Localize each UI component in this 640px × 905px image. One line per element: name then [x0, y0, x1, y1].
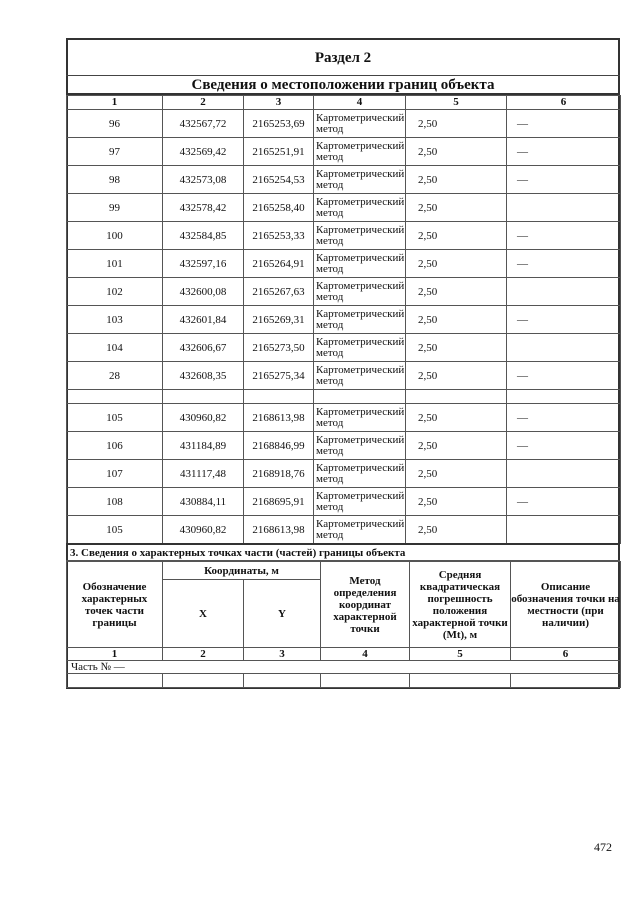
x-coordinate: 432569,42	[163, 138, 244, 166]
part-label: Часть № —	[67, 661, 621, 674]
method: Картометрический метод	[314, 110, 406, 138]
empty-cell	[67, 390, 163, 404]
error-value: 2,50	[406, 166, 507, 194]
error-value: 2,50	[406, 278, 507, 306]
table-row	[67, 222, 621, 250]
empty-cell	[406, 390, 507, 404]
empty-cell	[244, 674, 321, 688]
col-num: 1	[67, 96, 163, 110]
col-num: 6	[507, 96, 621, 110]
method: Картометрический метод	[314, 362, 406, 390]
y-coordinate: 2165253,33	[244, 222, 314, 250]
col-num: 4	[321, 648, 410, 661]
empty-cell	[511, 674, 621, 688]
separator-row	[67, 390, 621, 404]
note	[507, 334, 621, 362]
point-number: 105	[67, 516, 163, 544]
point-number: 97	[67, 138, 163, 166]
y-coordinate: 2165253,69	[244, 110, 314, 138]
table-row	[67, 110, 621, 138]
point-number: 106	[67, 432, 163, 460]
table-row	[67, 516, 621, 544]
table-row	[67, 306, 621, 334]
error-value: 2,50	[406, 194, 507, 222]
header-coordinates: Координаты, м	[163, 562, 321, 580]
x-coordinate: 432584,85	[163, 222, 244, 250]
header-error: Средняя квадратическая погрешность положения характерной точки (Mt), м	[410, 562, 511, 648]
note: —	[507, 362, 621, 390]
method: Картометрический метод	[314, 460, 406, 488]
method: Картометрический метод	[314, 166, 406, 194]
point-number: 101	[67, 250, 163, 278]
empty-cell	[410, 674, 511, 688]
col-num: 2	[163, 648, 244, 661]
x-coordinate: 432601,84	[163, 306, 244, 334]
column-number-row	[67, 96, 621, 110]
point-number: 96	[67, 110, 163, 138]
x-coordinate: 432573,08	[163, 166, 244, 194]
method: Картометрический метод	[314, 222, 406, 250]
y-coordinate: 2165275,34	[244, 362, 314, 390]
x-coordinate: 430884,11	[163, 488, 244, 516]
note	[507, 516, 621, 544]
table-row	[67, 250, 621, 278]
table-row	[67, 278, 621, 306]
note: —	[507, 250, 621, 278]
method: Картометрический метод	[314, 404, 406, 432]
x-coordinate: 430960,82	[163, 404, 244, 432]
header-description: Описание обозначения точки на местности (при наличии)	[511, 562, 621, 648]
method: Картометрический метод	[314, 306, 406, 334]
page-number: 472	[594, 840, 612, 854]
empty-cell	[67, 674, 163, 688]
y-coordinate: 2168613,98	[244, 516, 314, 544]
x-coordinate: 432606,67	[163, 334, 244, 362]
table-row	[67, 334, 621, 362]
table-row	[67, 488, 621, 516]
point-number: 107	[67, 460, 163, 488]
method: Картометрический метод	[314, 194, 406, 222]
point-number: 28	[67, 362, 163, 390]
method: Картометрический метод	[314, 488, 406, 516]
error-value: 2,50	[406, 404, 507, 432]
point-number: 99	[67, 194, 163, 222]
point-number: 103	[67, 306, 163, 334]
y-coordinate: 2165273,50	[244, 334, 314, 362]
note: —	[507, 404, 621, 432]
error-value: 2,50	[406, 110, 507, 138]
point-number: 102	[67, 278, 163, 306]
section-subtitle: Сведения о местоположении границ объекта	[66, 76, 620, 95]
table-row	[67, 460, 621, 488]
x-coordinate: 431117,48	[163, 460, 244, 488]
col-num: 2	[163, 96, 244, 110]
table-row	[67, 404, 621, 432]
x-coordinate: 430960,82	[163, 516, 244, 544]
header-method: Метод определения координат характерной точки	[321, 562, 410, 648]
section-title: Раздел 2	[66, 40, 620, 76]
x-coordinate: 432567,72	[163, 110, 244, 138]
y-coordinate: 2168695,91	[244, 488, 314, 516]
point-number: 108	[67, 488, 163, 516]
header-x: X	[163, 580, 244, 648]
x-coordinate: 432578,42	[163, 194, 244, 222]
error-value: 2,50	[406, 432, 507, 460]
note	[507, 194, 621, 222]
x-coordinate: 432597,16	[163, 250, 244, 278]
note: —	[507, 306, 621, 334]
note: —	[507, 488, 621, 516]
error-value: 2,50	[406, 334, 507, 362]
point-number: 105	[67, 404, 163, 432]
table-row	[67, 362, 621, 390]
note: —	[507, 110, 621, 138]
header-designation: Обозначение характерных точек части границы	[67, 562, 163, 648]
x-coordinate: 432600,08	[163, 278, 244, 306]
col-num: 3	[244, 96, 314, 110]
note	[507, 460, 621, 488]
col-num: 4	[314, 96, 406, 110]
note	[507, 278, 621, 306]
y-coordinate: 2165264,91	[244, 250, 314, 278]
note: —	[507, 138, 621, 166]
method: Картометрический метод	[314, 432, 406, 460]
header-y: Y	[244, 580, 321, 648]
empty-cell	[314, 390, 406, 404]
x-coordinate: 432608,35	[163, 362, 244, 390]
method: Картометрический метод	[314, 250, 406, 278]
boundary-points-table	[66, 95, 621, 544]
y-coordinate: 2165267,63	[244, 278, 314, 306]
empty-cell	[163, 674, 244, 688]
y-coordinate: 2168613,98	[244, 404, 314, 432]
error-value: 2,50	[406, 516, 507, 544]
y-coordinate: 2165251,91	[244, 138, 314, 166]
empty-cell	[321, 674, 410, 688]
table-row	[67, 166, 621, 194]
note: —	[507, 222, 621, 250]
y-coordinate: 2165269,31	[244, 306, 314, 334]
y-coordinate: 2168846,99	[244, 432, 314, 460]
col-num: 3	[244, 648, 321, 661]
empty-cell	[163, 390, 244, 404]
point-number: 100	[67, 222, 163, 250]
method: Картометрический метод	[314, 278, 406, 306]
y-coordinate: 2165254,53	[244, 166, 314, 194]
y-coordinate: 2168918,76	[244, 460, 314, 488]
col-num: 5	[406, 96, 507, 110]
note: —	[507, 166, 621, 194]
x-coordinate: 431184,89	[163, 432, 244, 460]
method: Картометрический метод	[314, 334, 406, 362]
method: Картометрический метод	[314, 516, 406, 544]
point-number: 104	[67, 334, 163, 362]
table-row	[67, 138, 621, 166]
col-num: 6	[511, 648, 621, 661]
table-row	[67, 432, 621, 460]
error-value: 2,50	[406, 138, 507, 166]
error-value: 2,50	[406, 488, 507, 516]
empty-cell	[507, 390, 621, 404]
col-num: 1	[67, 648, 163, 661]
error-value: 2,50	[406, 460, 507, 488]
empty-cell	[244, 390, 314, 404]
error-value: 2,50	[406, 222, 507, 250]
error-value: 2,50	[406, 250, 507, 278]
table-row	[67, 194, 621, 222]
method: Картометрический метод	[314, 138, 406, 166]
error-value: 2,50	[406, 306, 507, 334]
part-points-table	[66, 561, 621, 688]
column-number-row	[67, 648, 621, 661]
note: —	[507, 432, 621, 460]
section3-title: 3. Сведения о характерных точках части (частей) границы объекта	[66, 543, 620, 561]
error-value: 2,50	[406, 362, 507, 390]
empty-row	[67, 674, 621, 688]
point-number: 98	[67, 166, 163, 194]
y-coordinate: 2165258,40	[244, 194, 314, 222]
col-num: 5	[410, 648, 511, 661]
